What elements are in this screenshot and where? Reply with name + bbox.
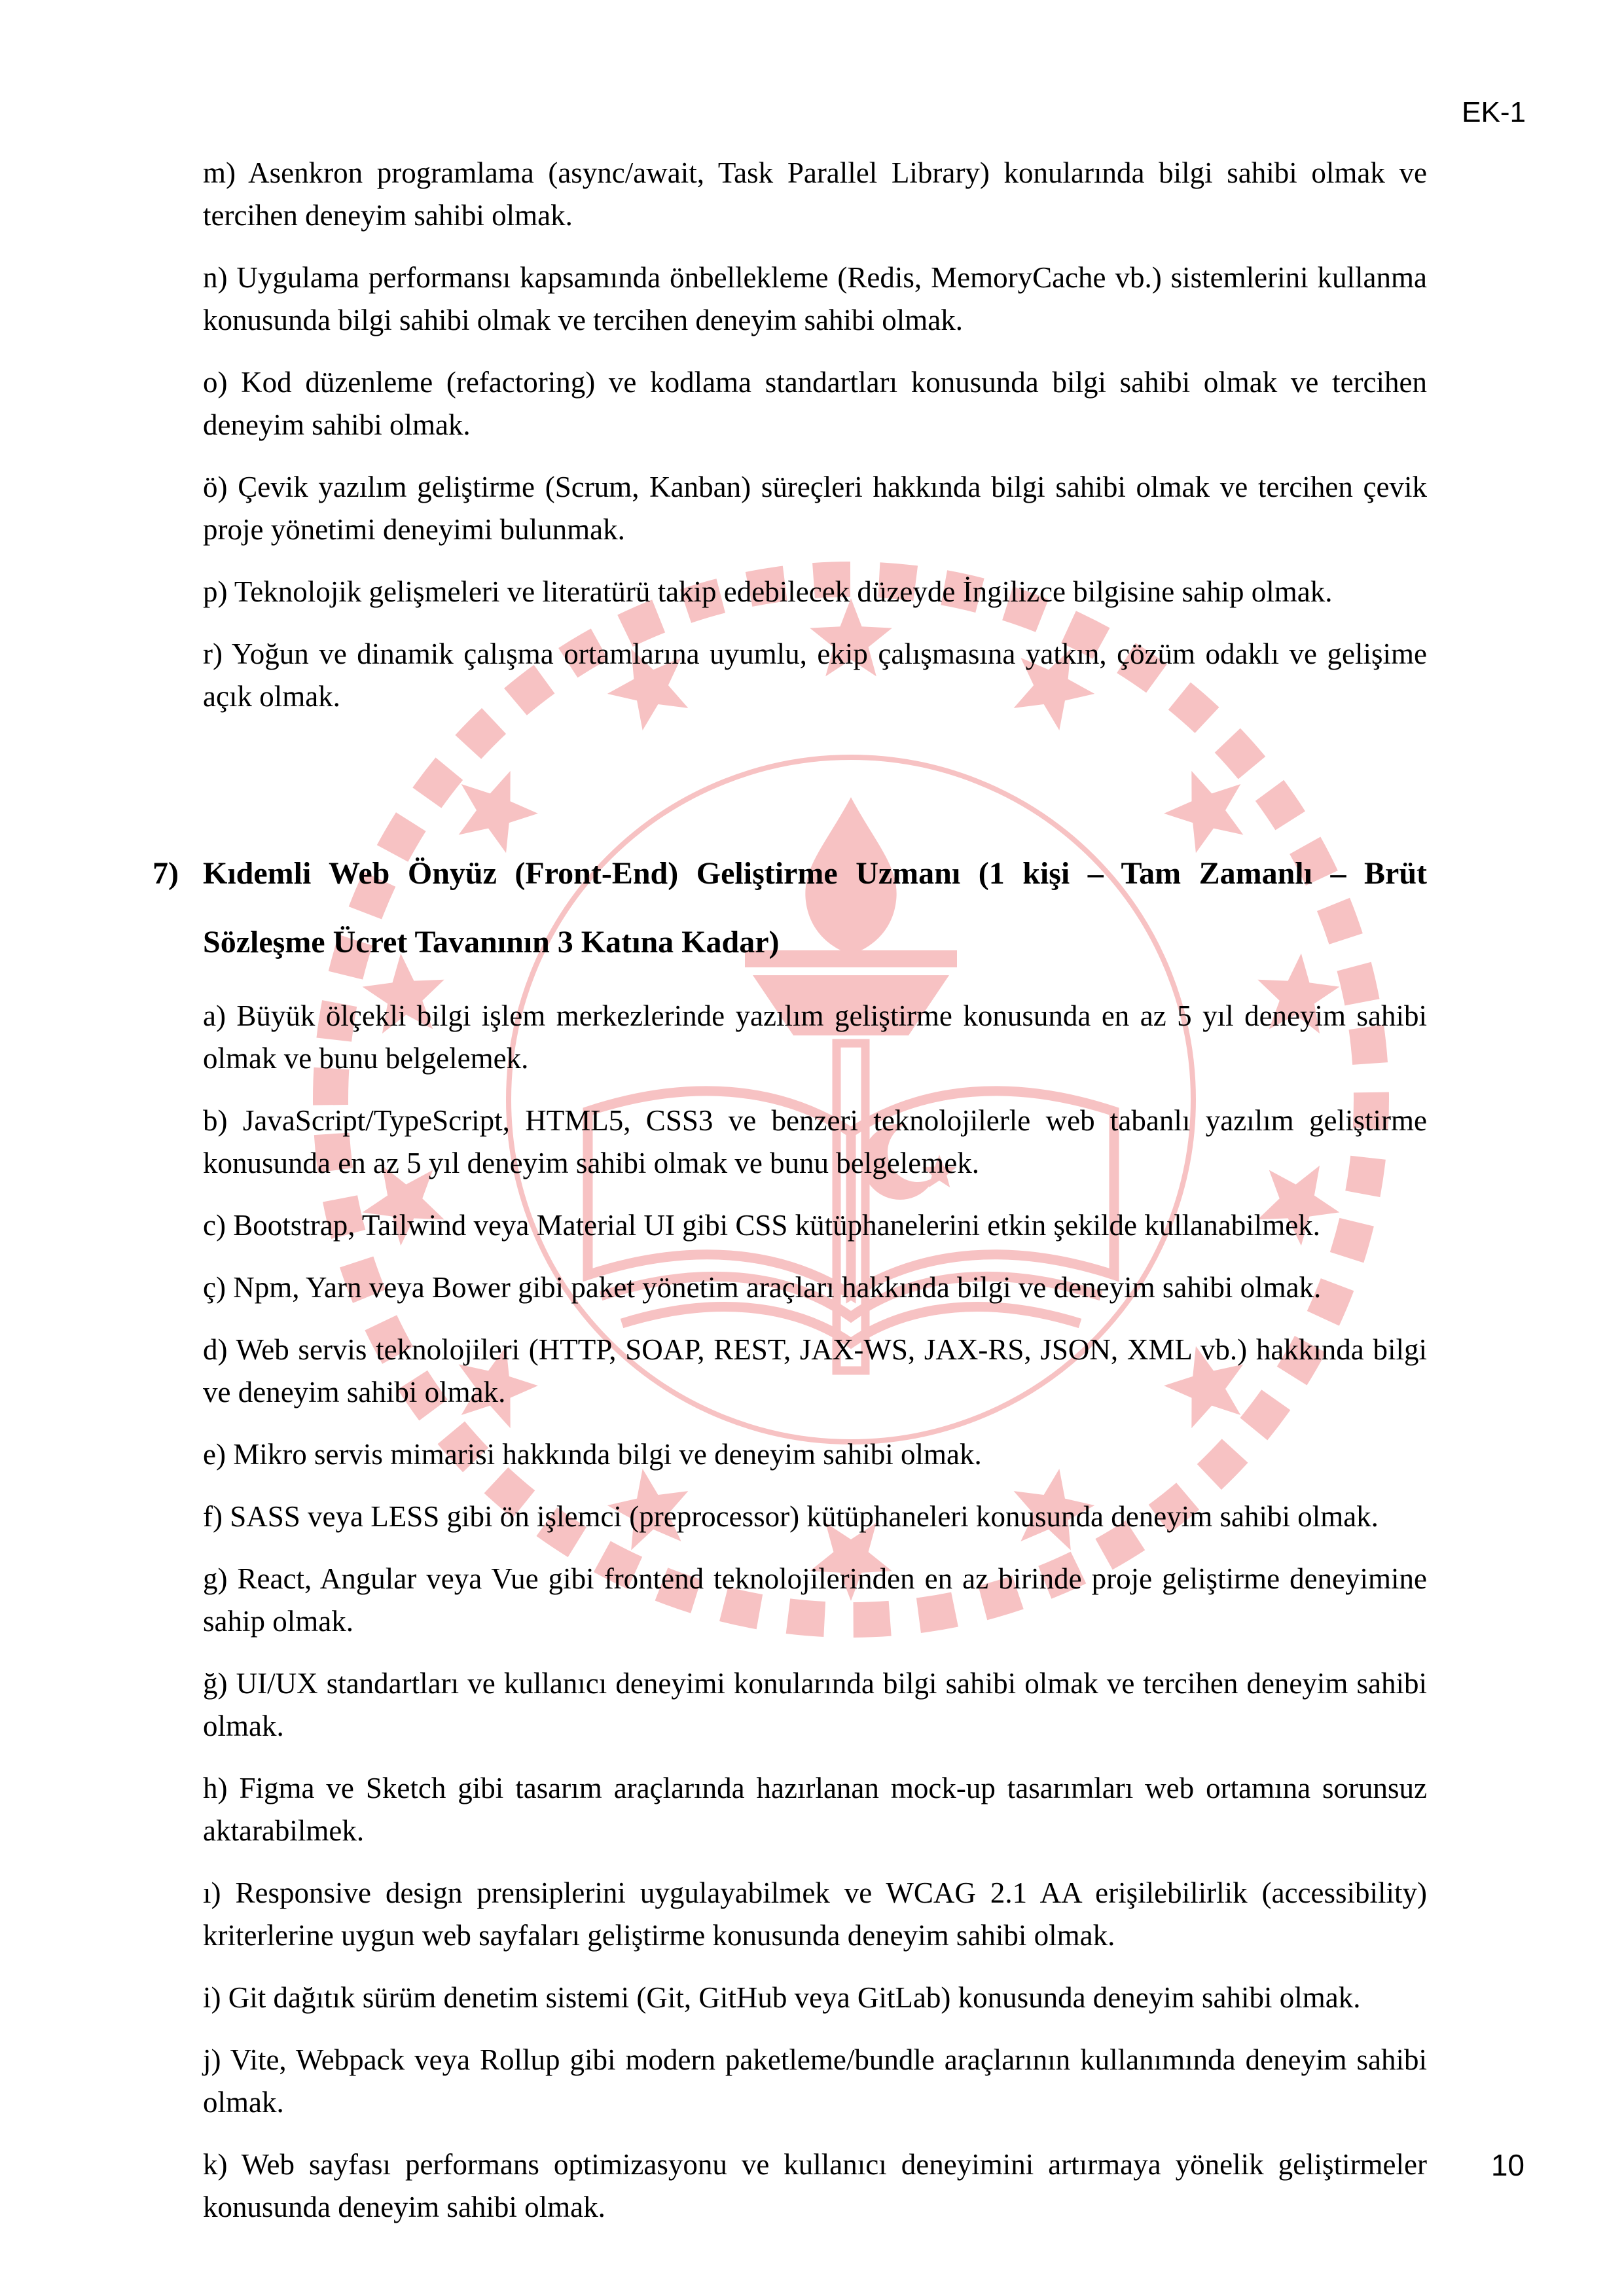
requirement-item: i) Git dağıtık sürüm denetim sistemi (Git, GitHub veya GitLab) konusunda deneyim sahibi olmak. [203, 1981, 1361, 2014]
requirement-item: b) JavaScript/TypeScript, HTML5, CSS3 ve benzeri teknolojilerle web tabanlı yazılım geliştirme konusunda en az 5 yıl deneyim sahibi olmak ve bunu belgelemek. [203, 1104, 1427, 1179]
requirement-item: j) Vite, Webpack veya Rollup gibi modern paketleme/bundle araçlarının kullanımında deneyim sahibi olmak. [203, 2043, 1427, 2119]
requirement-item: d) Web servis teknolojileri (HTTP, SOAP, REST, JAX-WS, JAX-RS, JSON, XML vb.) hakkında bilgi ve deneyim sahibi olmak. [203, 1333, 1427, 1408]
section-heading [153, 839, 1427, 977]
document-body [153, 0, 1427, 2248]
requirement-item: r) Yoğun ve dinamik çalışma ortamlarına uyumlu, ekip çalışmasına yatkın, çözüm odaklı ve gelişime açık olmak. [203, 637, 1427, 713]
requirement-item: ç) Npm, Yarn veya Bower gibi paket yönetim araçları hakkında bilgi ve deneyim sahibi olmak. [203, 1271, 1322, 1304]
section-number: 7) [153, 856, 179, 891]
requirement-item: n) Uygulama performansı kapsamında önbellekleme (Redis, MemoryCache vb.) sistemlerini kullanma konusunda bilgi sahibi olmak ve tercihen deneyim sahibi olmak. [203, 261, 1427, 336]
requirement-item: m) Asenkron programlama (async/await, Task Parallel Library) konularında bilgi sahibi olmak ve tercihen deneyim sahibi olmak. [203, 156, 1427, 232]
requirements-list-pre [203, 152, 1427, 718]
requirement-item: o) Kod düzenleme (refactoring) ve kodlama standartları konusunda bilgi sahibi olmak ve tercihen deneyim sahibi olmak. [203, 366, 1427, 441]
requirement-item: g) React, Angular veya Vue gibi frontend teknolojilerinden en az birinde proje geliştirme deneyimine sahip olmak. [203, 1562, 1427, 1638]
annex-label: EK-1 [1462, 96, 1526, 128]
requirement-item: ö) Çevik yazılım geliştirme (Scrum, Kanban) süreçleri hakkında bilgi sahibi olmak ve tercihen çevik proje yönetimi deneyimi bulunmak. [203, 471, 1427, 546]
requirement-item: k) Web sayfası performans optimizasyonu ve kullanıcı deneyimini artırmaya yönelik geliştirmeler konusunda deneyim sahibi olmak. [203, 2148, 1427, 2223]
requirement-item: ı) Responsive design prensiplerini uygulayabilmek ve WCAG 2.1 AA erişilebilirlik (accessibility) kriterlerine uygun web sayfaları geliştirme konusunda deneyim sahibi olmak. [203, 1876, 1427, 1952]
requirement-item: e) Mikro servis mimarisi hakkında bilgi ve deneyim sahibi olmak. [203, 1438, 982, 1471]
requirement-item: h) Figma ve Sketch gibi tasarım araçlarında hazırlanan mock-up tasarımları web ortamına sorunsuz aktarabilmek. [203, 1772, 1427, 1847]
requirement-item: ğ) UI/UX standartları ve kullanıcı deneyimi konularında bilgi sahibi olmak ve tercihen deneyim sahibi olmak. [203, 1667, 1427, 1742]
requirement-item: f) SASS veya LESS gibi ön işlemci (preprocessor) kütüphaneleri konusunda deneyim sahibi olmak. [203, 1500, 1379, 1533]
section-title: Kıdemli Web Önyüz (Front-End) Geliştirme Uzmanı (1 kişi – Tam Zamanlı – Brüt Sözleşme Ücret Tavanının 3 Katına Kadar) [203, 856, 1427, 960]
requirement-item: a) Büyük ölçekli bilgi işlem merkezlerinde yazılım geliştirme konusunda en az 5 yıl deneyim sahibi olmak ve bunu belgelemek. [203, 999, 1427, 1075]
requirement-item: c) Bootstrap, Tailwind veya Material UI gibi CSS kütüphanelerini etkin şekilde kullanabilmek. [203, 1209, 1320, 1242]
requirement-item: p) Teknolojik gelişmeleri ve literatürü takip edebilecek düzeyde İngilizce bilgisine sahip olmak. [203, 575, 1333, 608]
page-number: 10 [1490, 2148, 1525, 2182]
requirements-list-post [203, 995, 1427, 2229]
